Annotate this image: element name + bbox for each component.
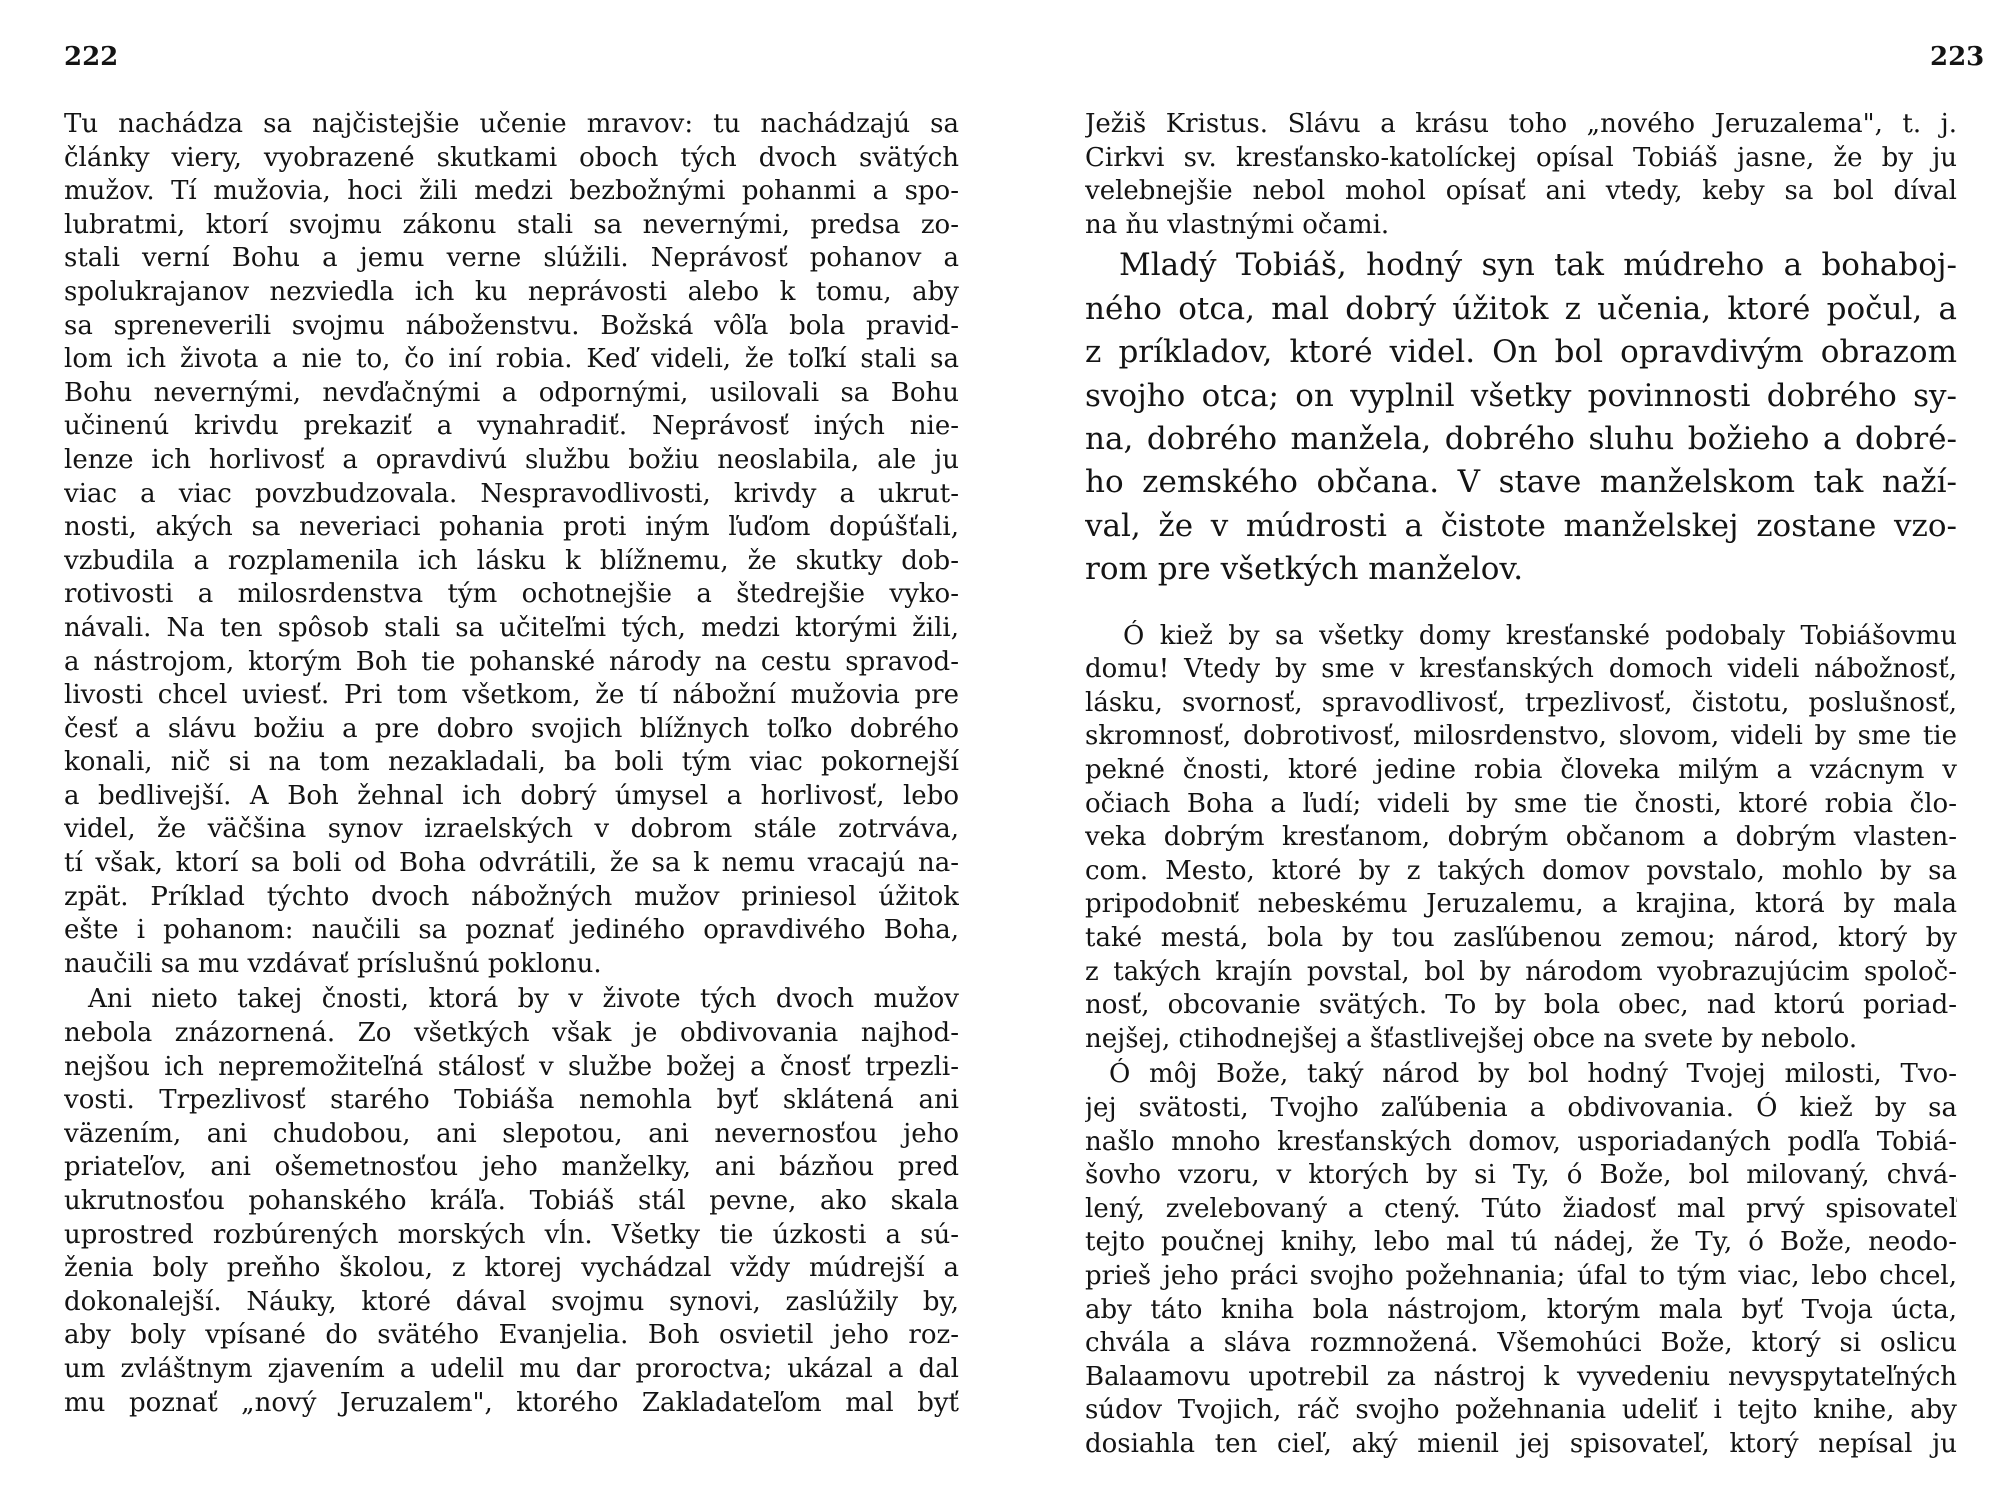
text-line: val, že v múdrosti a čistote manželskej zostane vzo-	[1085, 507, 1957, 544]
text-line: články viery, vyobrazené skutkami oboch tých dvoch svätých	[64, 142, 959, 173]
text-line: Tu nachádza sa najčistejšie učenie mravov: tu nachádzajú sa	[64, 109, 959, 139]
text-line: sa spreneverili svojmu náboženstvu. Božská vôľa bola pravid-	[64, 310, 959, 341]
text-line: z príkladov, ktoré videl. On bol opravdivým obrazom	[1085, 334, 1957, 371]
text-line: šovho vzoru, v ktorých by si Ty, ó Bože, bol milovaný, chvá-	[1085, 1160, 1957, 1191]
text-line: mužov. Tí mužovia, hoci žili medzi bezbožnými pohanmi a spo-	[64, 176, 959, 207]
text-line: nosť, obcovanie svätých. To by bola obec, nad ktorú poriad-	[1085, 990, 1957, 1021]
text-line: ukrutnosťou pohanského kráľa. Tobiáš stál pevne, ako skala	[64, 1186, 959, 1216]
text-line: návali. Na ten spôsob stali sa učiteľmi tých, medzi ktorými žili,	[64, 612, 959, 643]
text-line: livosti chcel uviesť. Pri tom všetkom, že tí nábožní mužovia pre	[64, 680, 959, 711]
text-line: um zvláštnym zjavením a udelil mu dar proroctva; ukázal a dal	[64, 1353, 959, 1384]
text-line: Cirkvi sv. kresťansko-katolíckej opísal Tobiáš jasne, že by ju	[1085, 142, 1957, 173]
text-line: a nástrojom, ktorým Boh tie pohanské národy na cestu spravod-	[64, 646, 959, 677]
text-line: ného otca, mal dobrý úžitok z učenia, ktoré počul, a	[1085, 290, 1957, 327]
text-line: velebnejšie nebol mohol opísať ani vtedy, keby sa bol díval	[1085, 176, 1957, 207]
text-line: česť a slávu božiu a pre dobro svojich blížnych toľko dobrého	[64, 713, 959, 744]
left-page-paragraph	[64, 108, 959, 981]
left-page-number: 222	[64, 42, 119, 72]
text-line: aby táto kniha bola nástrojom, ktorým mala byť Tvoja úcta,	[1085, 1294, 1957, 1325]
text-line: vzbudila a rozplamenila ich lásku k blížnemu, že skutky dob-	[64, 545, 959, 576]
text-line: nosti, akých sa neveriaci pohania proti iným ľuďom dopúšťali,	[64, 512, 959, 543]
text-line: Ó môj Bože, taký národ by bol hodný Tvojej milosti, Tvo-	[1109, 1059, 1957, 1090]
text-line: na, dobrého manžela, dobrého sluhu božieho a dobré-	[1085, 421, 1957, 457]
text-line: očiach Boha a ľudí; videli by sme tie čnosti, ktoré robia člo-	[1085, 788, 1957, 819]
text-line: Ježiš Kristus. Slávu a krásu toho „nového Jeruzalema", t. j.	[1085, 109, 1957, 139]
text-line: com. Mesto, ktoré by z takých domov povstalo, mohlo by sa	[1085, 855, 1957, 886]
text-line: domu! Vtedy by sme v kresťanských domoch videli nábožnosť,	[1085, 654, 1957, 685]
text-line: a bedlivejší. A Boh žehnal ich dobrý úmysel a horlivosť, lebo	[64, 780, 959, 811]
text-line: súdov Tvojich, ráč svojho požehnania udeliť i tejto knihe, aby	[1085, 1395, 1957, 1426]
text-line: Bohu nevernými, nevďačnými a odpornými, usilovali sa Bohu	[64, 377, 959, 408]
right-page-text	[1085, 108, 1957, 1461]
right-page-paragraph	[1085, 244, 1957, 591]
right-page-paragraph	[1085, 1058, 1957, 1461]
text-line: z takých krajín povstal, bol by národom vyobrazujúcim spoloč-	[1085, 956, 1957, 987]
left-page-text	[64, 108, 959, 1420]
text-line: svojho otca; on vyplnil všetky povinnosti dobrého sy-	[1085, 377, 1957, 414]
text-line: tí však, ktorí sa boli od Boha odvrátili, že sa k nemu vracajú na-	[64, 848, 959, 879]
text-line: nejšej, ctihodnejšej a šťastlivejšej obce na svete by nebolo.	[1085, 1023, 1858, 1054]
text-line: Ani nieto takej čnosti, ktorá by v živote tých dvoch mužov	[88, 984, 959, 1015]
text-line: lubratmi, ktorí svojmu zákonu stali sa nevernými, predsa zo-	[64, 209, 959, 240]
text-line: učinenú krivdu prekaziť a vynahradiť. Neprávosť iných nie-	[64, 411, 959, 442]
text-line: rom pre všetkých manželov.	[1085, 551, 1524, 588]
text-line: skromnosť, dobrotivosť, milosrdenstvo, slovom, videli by sme tie	[1085, 721, 1957, 752]
right-page-number: 223	[1930, 42, 1985, 72]
text-line: na ňu vlastnými očami.	[1085, 209, 1390, 240]
text-line: stali verní Bohu a jemu verne slúžili. Neprávosť pohanov a	[64, 243, 959, 274]
text-line: dosiahla ten cieľ, aký mienil jej spisovateľ, ktorý nepísal ju	[1085, 1428, 1957, 1459]
text-line: lom ich života a nie to, čo iní robia. Keď videli, že toľkí stali sa	[64, 344, 959, 375]
text-line: mu poznať „nový Jeruzalem", ktorého Zakladateľom mal byť	[64, 1387, 959, 1418]
text-line: také mestá, bola by tou zasľúbenou zemou; národ, ktorý by	[1085, 922, 1957, 953]
text-line: zpät. Príklad týchto dvoch nábožných mužov priniesol úžitok	[64, 881, 959, 912]
text-line: videl, že väčšina synov izraelských v dobrom stále zotrváva,	[64, 814, 959, 845]
text-line: ho zemského občana. V stave manželskom tak naží-	[1085, 464, 1957, 501]
text-line: tejto poučnej knihy, lebo mal tú nádej, že Ty, ó Bože, neodo-	[1085, 1227, 1957, 1258]
right-page-paragraph	[1085, 620, 1957, 1057]
text-line: prieš jeho práci svojho požehnania; úfal to tým viac, lebo chcel,	[1085, 1260, 1957, 1291]
text-line: Ó kiež by sa všetky domy kresťanské podobaly Tobiášovmu	[1123, 620, 1957, 651]
text-line: lásku, svornosť, spravodlivosť, trpezlivosť, čistotu, poslušnosť,	[1085, 687, 1957, 718]
text-line: vosti. Trpezlivosť starého Tobiáša nemohla byť sklátená ani	[64, 1085, 959, 1116]
text-line: spolukrajanov nezviedla ich ku neprávosti alebo k tomu, aby	[64, 276, 959, 307]
text-line: nejšou ich nepremožiteľná stálosť v službe božej a čnosť trpezli-	[64, 1051, 959, 1082]
text-line: konali, nič si na tom nezakladali, ba boli tým viac pokornejší	[64, 747, 959, 778]
text-line: lený, zvelebovaný a ctený. Túto žiadosť mal prvý spisovateľ	[1085, 1193, 1957, 1224]
text-line: ešte i pohanom: naučili sa poznať jediného opravdivého Boha,	[64, 915, 959, 946]
text-line: dokonalejší. Náuky, ktoré dával svojmu synovi, zaslúžily by,	[64, 1286, 959, 1317]
text-line: Mladý Tobiáš, hodný syn tak múdreho a bohaboj-	[1119, 247, 1957, 284]
text-line: aby boly vpísané do svätého Evanjelia. Boh osvietil jeho roz-	[64, 1320, 959, 1351]
text-line: väzením, ani chudobou, ani slepotou, ani nevernosťou jeho	[64, 1118, 959, 1149]
text-line: pekné čnosti, ktoré jedine robia človeka milým a vzácnym v	[1085, 755, 1957, 785]
text-line: nebola znázornená. Zo všetkých však je obdivovania najhod-	[64, 1018, 959, 1049]
text-line: ženia boly preňho školou, z ktorej vychádzal vždy múdrejší a	[64, 1253, 959, 1284]
text-line: pripodobniť nebeskému Jeruzalemu, a krajina, ktorá by mala	[1085, 889, 1957, 920]
text-line: Balaamovu upotrebil za nástroj k vyvedeniu nevyspytateľných	[1085, 1361, 1957, 1392]
text-line: lenze ich horlivosť a opravdivú službu božiu neoslabila, ale ju	[64, 444, 959, 475]
text-line: uprostred rozbúrených morských vĺn. Všetky tie úzkosti a sú-	[64, 1219, 959, 1250]
text-line: viac a viac povzbudzovala. Nespravodlivosti, krivdy a ukrut-	[64, 478, 959, 509]
right-page-paragraph	[1085, 108, 1957, 242]
text-line: priateľov, ani ošemetnosťou jeho manželky, ani bázňou pred	[64, 1152, 959, 1183]
left-page-paragraph	[64, 983, 959, 1420]
text-line: naučili sa mu vzdávať príslušnú poklonu.	[64, 948, 602, 979]
text-line: jej svätosti, Tvojho zaľúbenia a obdivovania. Ó kiež by sa	[1085, 1092, 1957, 1123]
text-line: veka dobrým kresťanom, dobrým občanom a dobrým vlasten-	[1085, 822, 1957, 853]
text-line: rotivosti a milosrdenstva tým ochotnejšie a štedrejšie vyko-	[64, 579, 959, 610]
text-line: našlo mnoho kresťanských domov, usporiadaných podľa Tobiá-	[1085, 1126, 1957, 1157]
text-line: chvála a sláva rozmnožená. Všemohúci Bože, ktorý si oslicu	[1085, 1328, 1957, 1359]
